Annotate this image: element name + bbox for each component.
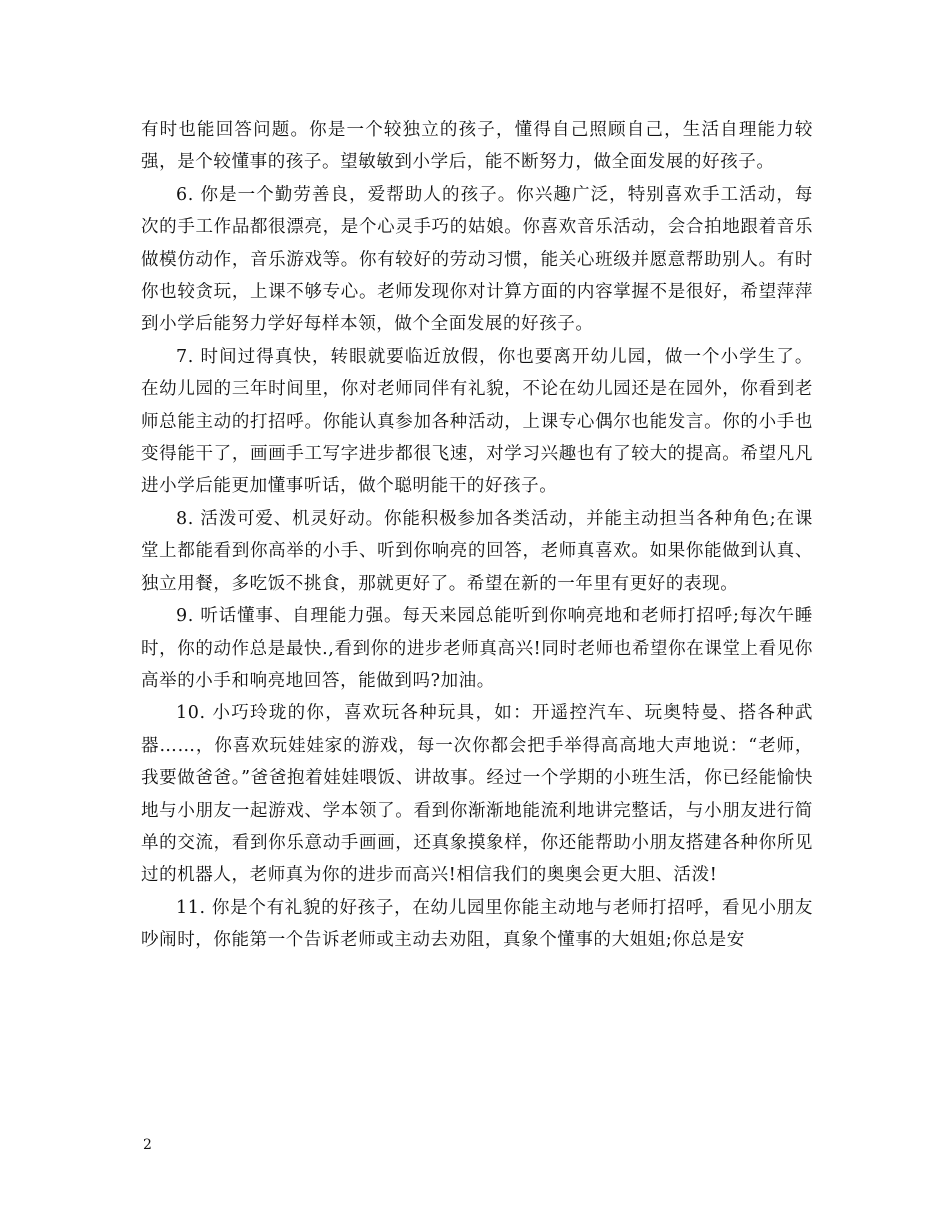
paragraph-item-7: 7. 时间过得真快，转眼就要临近放假，你也要离开幼儿园，做一个小学生了。在幼儿园的三年时间里，你对老师同伴有礼貌，不论在幼儿园还是在园外，你看到老师总能主动的打招呼。你能认真参加各种活动，上课专心偶尔也能发言。你的小手也变得能干了，画画手工写字进步都很飞速，对学习兴趣也有了较大的提高。希望凡凡进小学后能更加懂事听话，做个聪明能干的好孩子。 [141, 346, 813, 497]
paragraph-item-8: 8. 活泼可爱、机灵好动。你能积极参加各类活动，并能主动担当各种角色;在课堂上都能看到你高举的小手、听到你响亮的回答，老师真喜欢。如果你能做到认真、独立用餐，多吃饭不挑食，那就更好了。希望在新的一年里有更好的表现。 [141, 508, 813, 594]
paragraph-item-11: 11. 你是个有礼貌的好孩子，在幼儿园里你能主动地与老师打招呼，看见小朋友吵闹时，你能第一个告诉老师或主动去劝阻，真象个懂事的大姐姐;你总是安 [141, 897, 813, 951]
paragraph-item-9: 9. 听话懂事、自理能力强。每天来园总能听到你响亮地和老师打招呼;每次午睡时，你的动作总是最快.,看到你的进步老师真高兴!同时老师也希望你在课堂上看见你高举的小手和响亮地回答，能做到吗?加油。 [141, 606, 813, 691]
paragraph-item-10: 10. 小巧玲珑的你，喜欢玩各种玩具，如：开遥控汽车、玩奥特曼、搭各种武器……，你喜欢玩娃娃家的游戏，每一次你都会把手举得高高地大声地说：“老师，我要做爸爸。”爸爸抱着娃娃喂饭、讲故事。经过一个学期的小班生活，你已经能愉快地与小朋友一起游戏、学本领了。看到你渐渐地能流利地讲完整话，与小朋友进行简单的交流，看到你乐意动手画画，还真象摸象样，你还能帮助小朋友搭建各种你所见过的机器人，老师真为你的进步而高兴!相信我们的奥奥会更大胆、活泼! [141, 703, 813, 886]
page-number: 2 [143, 1137, 152, 1153]
paragraph-item-6: 6. 你是一个勤劳善良，爱帮助人的孩子。你兴趣广泛，特别喜欢手工活动，每次的手工作品都很漂亮，是个心灵手巧的姑娘。你喜欢音乐活动，会合拍地跟着音乐做模仿动作，音乐游戏等。你有较好的劳动习惯，能关心班级并愿意帮助别人。有时你也较贪玩，上课不够专心。老师发现你对计算方面的内容掌握不是很好，希望萍萍到小学后能努力学好每样本领，做个全面发展的好孩子。 [141, 184, 813, 335]
paragraph-continuation: 有时也能回答问题。你是一个较独立的孩子，懂得自己照顾自己，生活自理能力较强，是个较懂事的孩子。望敏敏到小学后，能不断努力，做全面发展的好孩子。 [141, 120, 813, 173]
document-body [141, 114, 813, 957]
